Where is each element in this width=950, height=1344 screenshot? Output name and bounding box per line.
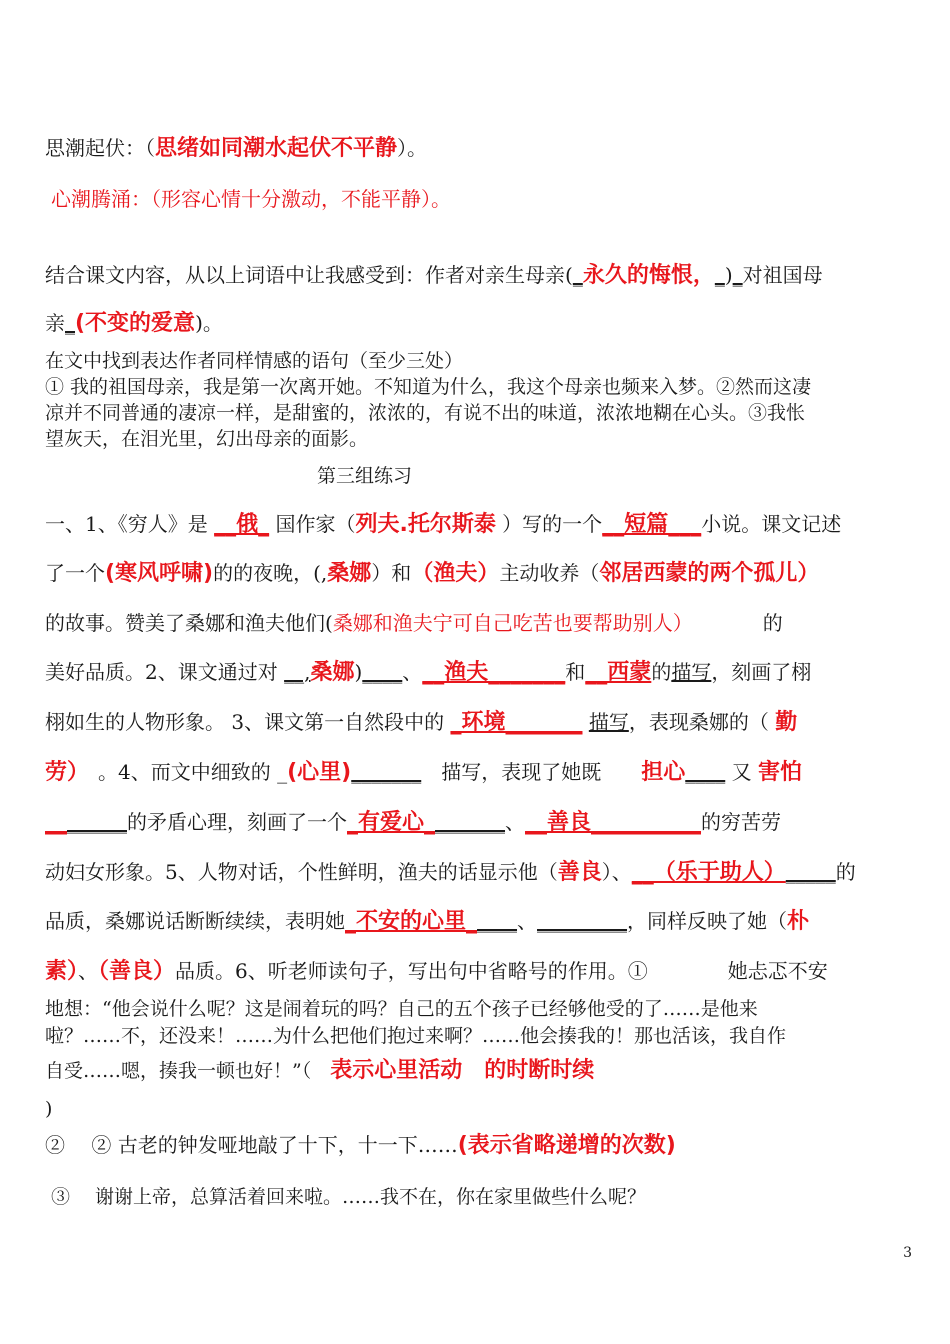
answer-text: _不安的心里_: [345, 909, 478, 934]
text-line: [45, 399, 910, 426]
answer-text: (寒风呼啸): [105, 561, 214, 586]
body-text: 动妇女形象。5、人物对话，个性鲜明，渔夫的话显示他（: [45, 860, 558, 884]
answer-text: __（乐于助人）: [631, 860, 786, 885]
body-text: 的穷苦劳: [701, 810, 782, 834]
answer-text: __西蒙: [585, 660, 652, 685]
body-text: 结合课文内容，从以上词语中让我感受到：作者对亲生母亲(: [45, 263, 573, 287]
text-line: [45, 373, 910, 400]
body-text: ）和: [371, 561, 412, 585]
answer-text: （善良）: [98, 959, 176, 984]
text-line: [45, 958, 910, 985]
body-text: ): [724, 263, 733, 287]
text-line: [317, 462, 950, 489]
answer-text: __短篇___: [602, 512, 702, 537]
body-text: 、: [402, 660, 423, 684]
answer-text: 邻居西蒙的两个孤儿）: [599, 561, 820, 586]
answer-text: __渔夫_______: [422, 660, 566, 685]
text-line: [45, 759, 910, 786]
body-text: _: [65, 311, 75, 335]
body-text: ____: [362, 660, 403, 684]
body-text: 第三组练习: [317, 465, 413, 487]
answer-text: 表示心里活动 的时断时续: [330, 1058, 595, 1083]
body-text: ③ 谢谢上帝，总算活着回来啦。……我不在，你在家里做些什么呢？: [51, 1186, 647, 1208]
answer-text: 列夫.托尔斯泰: [355, 512, 496, 537]
page-number: 3: [903, 1245, 912, 1261]
answer-text: (心里): [287, 760, 352, 785]
answer-text: _有爱心_: [347, 810, 436, 835]
body-text: 、: [78, 959, 99, 983]
body-text: _______: [435, 810, 506, 834]
text-line: [45, 809, 910, 836]
text-line: [45, 560, 910, 587]
body-text: ）写的一个: [495, 512, 603, 536]
body-text: ）。: [397, 136, 428, 160]
body-text: ① 我的祖国母亲，我是第一次离开她。不知道为什么，我这个母亲也频来入梦。②然而这凄: [45, 376, 812, 398]
body-text: ): [354, 660, 363, 684]
body-text: 和: [565, 660, 586, 684]
answer-text: __善良__________: [525, 810, 702, 835]
body-text: _____: [785, 860, 836, 884]
body-text: 的: [835, 860, 856, 884]
body-text: 凉并不同普通的凄凉一样，是甜蜜的，浓浓的，有说不出的味道，浓浓地糊在心头。③我怅: [45, 402, 806, 424]
body-text: 的: [682, 611, 783, 635]
answer-text: __: [45, 810, 67, 835]
body-text: _: [572, 263, 583, 287]
body-text: 对祖国母: [742, 263, 823, 287]
answer-text: 劳）: [45, 760, 79, 785]
body-text: 描写: [671, 660, 712, 684]
text-line: [45, 1057, 910, 1084]
body-text: ______: [67, 810, 127, 834]
text-line: [45, 859, 910, 886]
answer-text: 素）: [45, 959, 79, 984]
answer-text: 桑娜: [327, 561, 372, 586]
body-text: ，表现桑娜的（: [628, 710, 776, 734]
body-text: _________: [537, 909, 628, 933]
body-text: 亲: [45, 311, 65, 335]
body-text: 的的夜晚，(,: [213, 561, 328, 585]
body-text: 的: [651, 660, 672, 684]
answer-text: 担心: [641, 760, 686, 785]
body-text: ): [45, 1098, 53, 1120]
text-line: [45, 995, 910, 1022]
body-text: 小说。课文记述: [701, 512, 842, 536]
body-text: ____: [685, 760, 726, 784]
body-text: 国作家（: [269, 512, 356, 536]
body-text: ② ② 古老的钟发哑地敲了十下，十一下……: [45, 1133, 458, 1157]
answer-text: (不变的爱意: [75, 311, 196, 336]
body-text: 品质，桑娜说话断断续续，表明她: [45, 909, 345, 933]
body-text: 了一个: [45, 561, 105, 585]
text-line: [45, 310, 910, 337]
body-text: )。: [195, 311, 223, 335]
body-text: 、: [517, 909, 538, 933]
body-text: ，刻画了栩: [711, 660, 812, 684]
body-text: ____: [477, 909, 518, 933]
body-text: 主动收养（: [499, 561, 600, 585]
body-text: 美好品质。2、课文通过对: [45, 660, 285, 684]
answer-text: 勤: [775, 710, 798, 735]
text-line: [45, 610, 910, 636]
body-text: __,: [284, 660, 311, 684]
body-text: 地想：“他会说什么呢？这是闹着玩的吗？自己的五个孩子已经够他受的了……是他来: [45, 998, 758, 1020]
body-text: _: [732, 263, 743, 287]
text-line: [51, 1183, 916, 1210]
answer-text: 永久的悔恨，: [582, 263, 715, 288]
body-text: 望灰天，在泪光里，幻出母亲的面影。: [45, 428, 369, 450]
answer-text: 桑娜: [310, 660, 355, 685]
body-text: 描写: [588, 710, 629, 734]
body-text: 品质。6、听老师读句子，写出句中省略号的作用。① 她忐忑不安: [175, 959, 828, 983]
body-text: ，同样反映了她（: [627, 909, 788, 933]
text-line: [45, 709, 910, 736]
body-text: 。4、而文中细致的 _: [78, 760, 288, 784]
text-line: [45, 1095, 910, 1122]
text-line: [51, 186, 916, 212]
body-text: 栩如生的人物形象。 3、课文第一自然段中的: [45, 710, 451, 734]
text-line: [45, 511, 910, 538]
answer-text: 善良: [557, 860, 602, 885]
answer-text: _环境_______: [450, 710, 583, 735]
body-text: 又: [725, 760, 758, 784]
answer-text: （渔夫）: [411, 561, 500, 586]
body-text: 思潮起伏：（: [45, 136, 155, 160]
body-text: _______: [351, 760, 422, 784]
body-text: ）、: [601, 860, 632, 884]
body-text: 描写，表现了她既: [421, 760, 642, 784]
body-text: 、: [505, 810, 526, 834]
text-line: [45, 347, 910, 374]
answer-text: 朴: [787, 909, 810, 934]
answer-text: 桑娜和渔夫宁可自己吃苦也要帮助别人）: [332, 611, 683, 635]
answer-text: (表示省略递增的次数): [457, 1133, 676, 1158]
body-text: 自受……嗯，揍我一顿也好！”（: [45, 1060, 331, 1082]
text-line: [45, 1022, 910, 1049]
text-line: [45, 262, 910, 289]
answer-text: 心潮腾涌：（形容心情十分激动，不能平静）。: [51, 187, 451, 211]
body-text: 的矛盾心理，刻画了一个: [127, 810, 347, 834]
body-text: _: [714, 263, 725, 287]
body-text: 的故事。赞美了桑娜和渔夫他们(: [45, 611, 333, 635]
text-line: [45, 659, 910, 686]
answer-text: __俄_: [214, 512, 270, 537]
text-line: [45, 1132, 910, 1159]
body-text: 在文中找到表达作者同样情感的语句（至少三处）: [45, 350, 464, 372]
body-text: 啦？……不，还没来！……为什么把他们抱过来啊？……他会揍我的！那也活该，我自作: [45, 1025, 787, 1047]
answer-text: 害怕: [757, 760, 802, 785]
answer-text: 思绪如同潮水起伏不平静: [155, 136, 398, 161]
text-line: [45, 908, 910, 935]
body-text: 一、1、《穷人》是: [45, 512, 215, 536]
text-line: [45, 135, 910, 162]
text-line: [45, 425, 910, 452]
